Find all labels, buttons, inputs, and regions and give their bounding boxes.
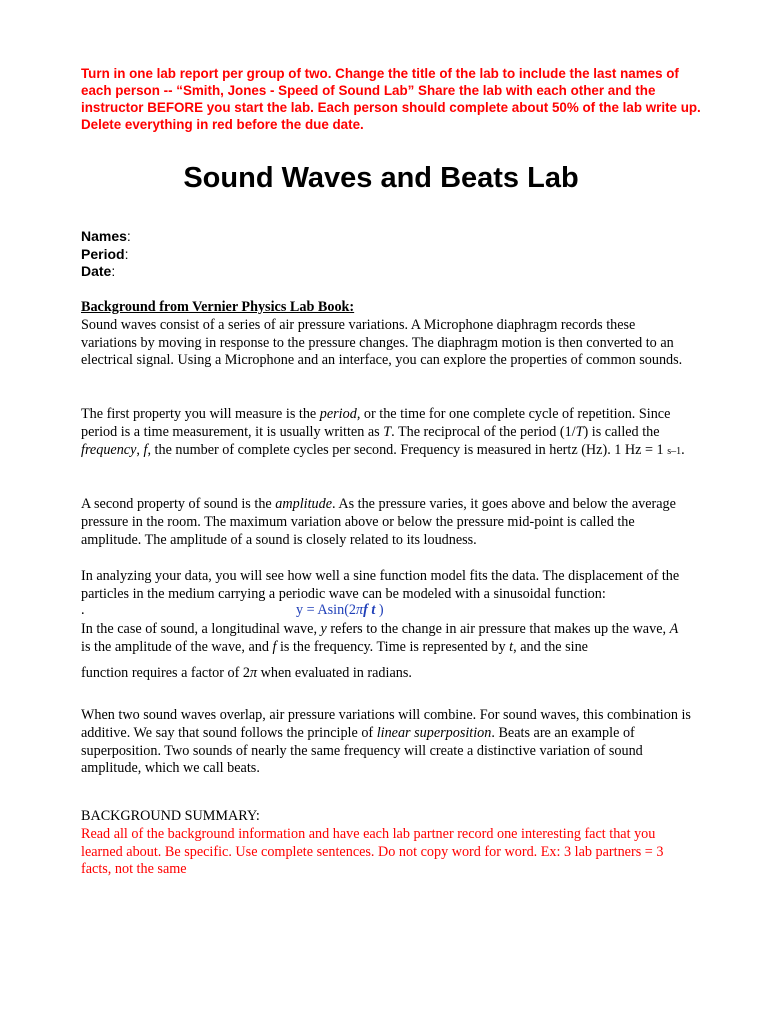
period-label: Period [81,245,125,262]
symbol-t: t [509,638,514,655]
period-term: period [319,406,357,422]
names-colon: : [126,228,131,244]
background-paragraph-6 [81,707,691,778]
background-paragraph-1: Sound waves consist of a series of air pressure variations. A Microphone diaphragm records these variations by moving in response to the pressure changes. The diaphragm motion is then converted to an electrical signal. Using a Microphone and an interface, you can explore the properties of common sounds. [81,316,683,369]
p2-text-c: . The reciprocal of the period (1/ [391,423,576,440]
background-paragraph-4: In analyzing your data, you will see how well a sine function model fits the data. The displacement of the particles in the medium carrying a periodic wave can be modeled with a sinusoidal function: [81,568,680,602]
period-symbol-2: T [575,423,584,440]
period-row [81,246,131,264]
p5-text-b: refers to the change in air pressure that makes up the wave, [326,621,670,637]
document-page [81,0,701,1024]
date-row [81,263,131,281]
background-paragraph-2 [81,406,691,460]
p2-text-g: , the number of complete cycles per second. Frequency is measured in hertz (Hz). 1 Hz = 1 [147,441,668,458]
p5-text-d: is the frequency. Time is represented by [276,638,510,655]
frequency-term: frequency [81,441,137,458]
summary-heading: BACKGROUND SUMMARY: [81,808,260,824]
formula-row [81,602,691,620]
p2-text-e: , [136,441,144,458]
formula-dot: . [81,602,85,618]
p2-text-a: The first property you will measure is the [81,406,320,422]
symbol-A: A [669,621,679,637]
formula-close: ) [375,602,384,618]
sine-formula [296,602,384,620]
formula-pi: π [356,602,364,618]
formula-f: f [363,602,368,618]
symbol-f: f [272,638,277,655]
background-section [81,299,691,370]
period-colon: : [124,245,129,262]
pi-symbol: π [250,665,258,681]
red-instructions [81,65,701,133]
background-paragraph-5 [81,621,691,657]
p3-text-b: . As the pressure varies, it goes above and below the average pressure in the room. The maximum variation above or below the pressure mid-point is called the amplitude. The amplitude of a sound is closely related to its loudness. [81,496,676,548]
p5b-text-a: function requires a factor of 2 [81,665,250,681]
names-row [81,228,131,246]
hertz-unit: s–1 [667,445,682,457]
p2-text-h: . [681,441,685,458]
date-label: Date [81,263,112,279]
page-title: Sound Waves and Beats Lab [183,162,579,194]
background-paragraph-3 [81,496,691,549]
formula-part-a: y = Asin(2 [296,602,357,618]
p5-text-a: In the case of sound, a longitudinal wave, [81,621,321,637]
p2-text-b: , or the time for one complete cycle of repetition. Since period is a time measurement, it is usually written as [81,406,671,440]
background-summary-section [81,808,691,879]
date-colon: : [111,263,116,279]
symbol-y: y [320,621,327,637]
summary-instructions: Read all of the background information and have each lab partner record one interesting fact that you learned about. Be specific. Use complete sentences. Do not copy word for word. Ex: 3 lab partners = 3 facts, not the same [81,825,664,878]
background-paragraph-5-line-2 [81,665,691,683]
p3-text-a: A second property of sound is the [81,496,276,512]
amplitude-term: amplitude [275,496,333,512]
p6-text-a: When two sound waves overlap, air pressure variations will combine. For sound waves, this combination is additive. We say that sound follows the principle of [81,707,691,741]
p5-text-c: is the amplitude of the wave, and [81,638,273,655]
p5b-text-b: when evaluated in radians. [257,665,412,681]
instructions-text: Turn in one lab report per group of two. Change the title of the lab to include the last names of each person -- “Smith, Jones - Speed of Sound Lab” Share the lab with each other and the instructor BEFORE you start the lab. Each person should complete about 50% of the lab write up. Delete everything in red before the due date. [81,66,701,132]
p6-text-b: . Beats are an example of superposition. Two sounds of nearly the same frequency will create a distinctive variation of sound amplitude, which we call beats. [81,724,643,777]
p2-text-d: ) is called the [583,423,660,440]
p5-text-e: , and the sine [513,638,588,655]
period-symbol: T [383,423,392,440]
frequency-symbol: f [143,441,148,458]
linear-superposition-term: linear superposition [376,724,492,741]
names-label: Names [81,228,127,244]
student-info [81,228,131,281]
formula-t: t [367,602,376,618]
background-heading: Background from Vernier Physics Lab Book: [81,299,355,315]
